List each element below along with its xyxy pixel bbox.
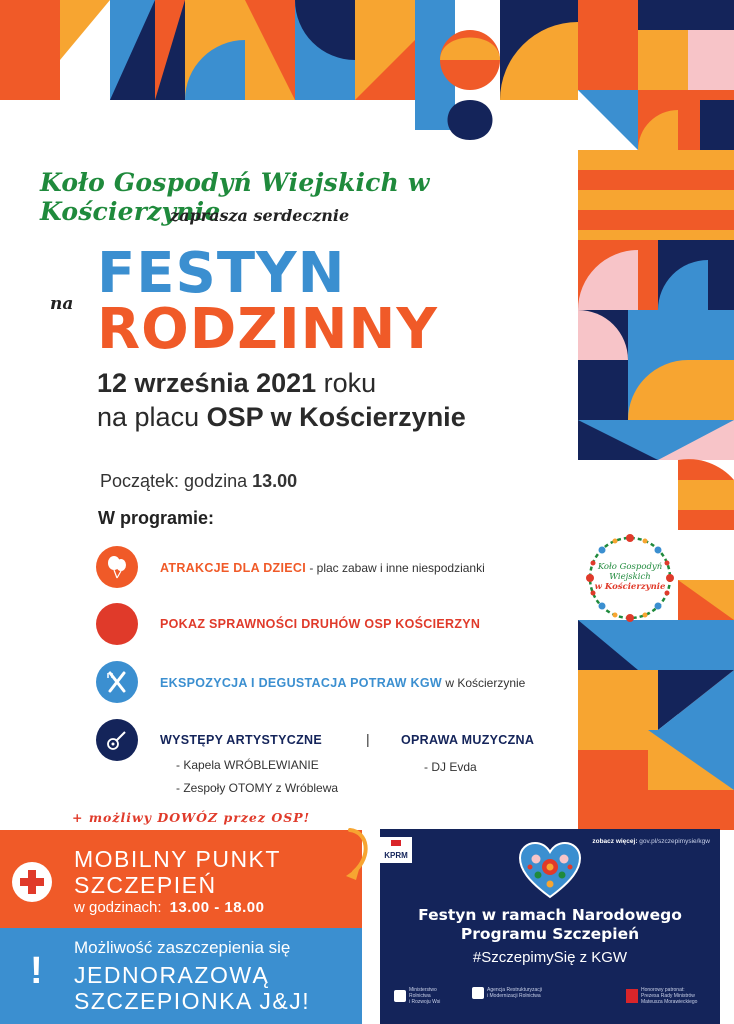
exclamation-icon: ! bbox=[30, 950, 43, 992]
agency-mark-icon bbox=[472, 987, 484, 999]
event-place bbox=[97, 402, 466, 433]
agency-line1: Agencja Restrukturyzacji bbox=[487, 987, 543, 993]
vaccination-title-line2: SZCZEPIEŃ bbox=[74, 872, 217, 898]
ministry-line1: Ministerstwo bbox=[409, 987, 437, 993]
curved-arrow-icon bbox=[322, 826, 382, 884]
prefix-text: na bbox=[50, 294, 74, 314]
organizer-title: Koło Gospodyń Wiejskich w Kościerzynie bbox=[40, 168, 430, 226]
kprm-banner bbox=[380, 829, 720, 1024]
more-url[interactable]: gov.pl/szczepimysie/kgw bbox=[637, 838, 710, 845]
event-title-line2: RODZINNY bbox=[97, 297, 438, 362]
event-place-pre: na placu bbox=[97, 402, 207, 432]
program-item-artists-title: WYSTĘPY ARTYSTYCZNE bbox=[160, 733, 322, 747]
vaccination-title-line1: MOBILNY PUNKT bbox=[74, 846, 281, 872]
event-date bbox=[97, 368, 376, 399]
kprm-badge: KPRM bbox=[380, 837, 412, 863]
more-info bbox=[592, 838, 710, 845]
decorative-right-pattern bbox=[578, 150, 734, 830]
hours-label: w godzinach: bbox=[74, 899, 162, 916]
start-label: Początek: godzina bbox=[100, 471, 253, 491]
ministry-line2: Rolnictwa bbox=[409, 993, 431, 999]
music-line-1: - DJ Evda bbox=[424, 760, 477, 774]
red-circle-icon bbox=[96, 603, 138, 645]
folk-heart-icon bbox=[518, 841, 582, 899]
transport-note: + możliwy DOWÓZ przez OSP! bbox=[72, 810, 311, 825]
start-time-value: 13.00 bbox=[252, 471, 298, 491]
guitar-icon bbox=[96, 719, 138, 761]
separator: | bbox=[366, 731, 370, 747]
decorative-top-pattern bbox=[0, 0, 734, 160]
agency-line2: i Modernizacji Rolnictwa bbox=[487, 993, 541, 999]
agency-logo bbox=[472, 987, 542, 999]
banner-title-line1: Festyn w ramach Narodowego bbox=[418, 906, 682, 924]
wreath-line2: Wiejskich bbox=[609, 572, 651, 582]
medical-cross-icon bbox=[12, 862, 52, 902]
fork-knife-icon bbox=[96, 661, 138, 703]
patron-line3: Mateusza Morawieckiego bbox=[641, 999, 698, 1005]
program-item-artists bbox=[160, 733, 322, 747]
ministry-line3: i Rozwoju Wsi bbox=[409, 999, 441, 1005]
program-item-food-title: EKSPOZYCJA I DEGUSTACJA POTRAW KGW bbox=[160, 676, 442, 690]
wreath-line3: w Kościerzynie bbox=[594, 582, 666, 592]
program-item-music bbox=[401, 733, 534, 747]
vaccine-line2: SZCZEPIONKA J&J! bbox=[74, 988, 311, 1014]
program-item-show bbox=[160, 617, 480, 631]
banner-title-line2: Programu Szczepień bbox=[460, 925, 640, 943]
balloons-icon bbox=[96, 546, 138, 588]
invite-text: zaprasza serdecznie bbox=[170, 206, 350, 225]
artist-line-1: - Kapela WRÓBLEWIANIE bbox=[176, 758, 319, 772]
vaccination-possible: Możliwość zaszczepienia się bbox=[74, 938, 291, 957]
more-label: zobacz więcej: bbox=[592, 838, 638, 845]
event-place-bold: OSP w Kościerzynie bbox=[206, 402, 466, 432]
patron-line1: Honorowy patronat: bbox=[641, 987, 685, 993]
patron-line2: Prezesa Rady Ministrów bbox=[641, 993, 695, 999]
vaccination-hours bbox=[74, 899, 264, 916]
vaccine-line1: JEDNORAZOWĄ bbox=[74, 962, 270, 988]
wreath-line1: Koło Gospodyń bbox=[597, 562, 663, 572]
event-title-line1: FESTYN bbox=[97, 241, 346, 306]
program-item-food-detail: w Kościerzynie bbox=[441, 676, 526, 690]
event-date-bold: 12 września 2021 bbox=[97, 368, 317, 398]
banner-hashtag: #SzczepimySię z KGW bbox=[472, 949, 628, 966]
hours-value: 13.00 - 18.00 bbox=[169, 899, 265, 916]
start-time bbox=[100, 471, 297, 492]
event-date-rest: roku bbox=[316, 368, 377, 398]
program-item-show-title: POKAZ SPRAWNOŚCI DRUHÓW OSP KOŚCIERZYN bbox=[160, 617, 481, 631]
program-item-kids bbox=[160, 561, 485, 575]
program-heading: W programie: bbox=[98, 508, 215, 528]
polish-eagle-icon bbox=[626, 989, 638, 1003]
program-item-food bbox=[160, 676, 525, 690]
ministry-mark-icon bbox=[394, 990, 406, 1002]
wreath-text bbox=[592, 562, 668, 592]
music-title: OPRAWA MUZYCZNA bbox=[401, 733, 535, 747]
program-item-kids-detail: - plac zabaw i inne niespodzianki bbox=[305, 561, 485, 575]
patron-logo bbox=[626, 987, 697, 1005]
program-item-kids-title: ATRAKCJE DLA DZIECI bbox=[160, 561, 306, 575]
artist-line-2: - Zespoły OTOMY z Wróblewa bbox=[176, 781, 339, 795]
ministry-logo bbox=[394, 987, 440, 1005]
